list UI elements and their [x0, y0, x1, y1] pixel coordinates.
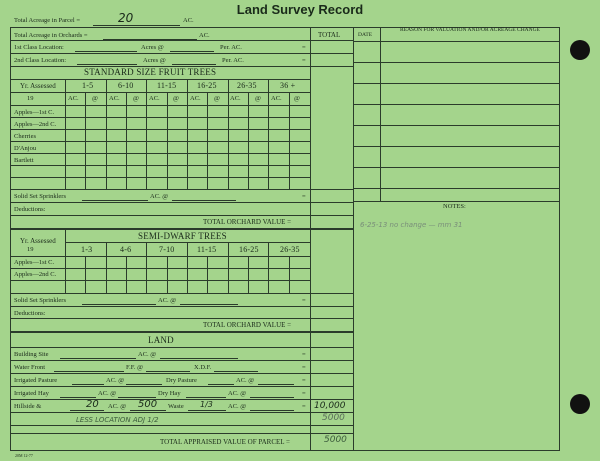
parcel-label: Total Acreage in Parcel = [14, 17, 81, 24]
section-divider [10, 331, 354, 333]
range-label: 16-25 [197, 81, 217, 90]
hillside-ac-value: 20 [86, 399, 99, 410]
sub-at: @ [255, 95, 261, 102]
blank-line [214, 371, 258, 372]
row-line [10, 129, 310, 130]
deductions-label: Deductions: [14, 206, 46, 213]
row-line [10, 117, 310, 118]
grid-col [85, 256, 86, 293]
range-label: 11-15 [157, 81, 177, 90]
waste-label: Waste [168, 403, 184, 410]
first-class-label: 1st Class Location: [14, 44, 64, 51]
blank-line [186, 397, 226, 398]
row-line [10, 412, 354, 413]
sub-at: @ [214, 95, 220, 102]
frame-bottom [10, 450, 560, 451]
blank-line [208, 384, 234, 385]
equals: = [302, 364, 306, 371]
blank-line [70, 410, 104, 411]
waste-note: 1/3 [200, 400, 213, 409]
blank-line [72, 384, 104, 385]
blank-line [250, 410, 294, 411]
sub-ac: AC. [109, 95, 120, 102]
yr-assessed: Yr. Assessed [20, 82, 56, 90]
row-danjou: D'Anjou [14, 145, 37, 152]
blank-line [146, 371, 190, 372]
date-header: DATE [358, 32, 373, 38]
blank-line [250, 397, 294, 398]
total-header: TOTAL [318, 31, 341, 39]
row-line [10, 189, 354, 190]
equals: = [302, 377, 306, 384]
blank-line [77, 64, 137, 65]
equals: = [302, 351, 306, 358]
equals: = [302, 390, 306, 397]
grid-col [268, 79, 269, 190]
less-location-total: 5000 [322, 413, 345, 423]
sub-at: @ [92, 95, 98, 102]
ac-at: AC. @ [108, 403, 127, 410]
hillside-label: Hillside & [14, 403, 42, 410]
right-row-line [354, 104, 560, 105]
range-label: 16-25 [239, 245, 259, 254]
binder-hole-bottom [570, 394, 590, 414]
grid-col [126, 256, 127, 293]
row-line [10, 280, 310, 281]
right-row-line [354, 167, 560, 168]
row-cherries: Cherries [14, 133, 37, 140]
blank-line [258, 384, 294, 385]
blank-line [126, 384, 162, 385]
right-row-line [354, 125, 560, 126]
ac-at: AC. @ [158, 297, 177, 304]
row-line [10, 347, 354, 348]
sub-ac: AC. [271, 95, 282, 102]
standard-title: STANDARD SIZE FRUIT TREES [84, 67, 217, 77]
frame-left [10, 27, 11, 451]
grid-col [146, 79, 147, 190]
sprinklers-label: Solid Set Sprinklers [14, 297, 67, 304]
grid-col [187, 79, 188, 190]
deductions-label: Deductions: [14, 310, 46, 317]
blank-line [75, 51, 137, 52]
range-label: 1-5 [82, 81, 94, 90]
grid-col [289, 256, 290, 293]
row-line [10, 373, 354, 374]
blank-line [180, 304, 238, 305]
acres-at: Acres @ [143, 57, 166, 64]
acres-at: Acres @ [141, 44, 164, 51]
binder-hole-top [570, 40, 590, 60]
range-label: 36 + [280, 81, 296, 90]
row-line [10, 92, 310, 93]
building-site-label: Building Site [14, 351, 49, 358]
row-line [10, 105, 310, 106]
page-title: Land Survey Record [236, 2, 364, 17]
range-label: 26-35 [280, 245, 300, 254]
range-label: 4-6 [120, 245, 132, 254]
hillside-total: 10,000 [314, 401, 346, 411]
grid-col [207, 256, 208, 293]
row-line [10, 268, 310, 269]
blank-line [172, 200, 236, 201]
parcel-value: 20 [118, 11, 134, 25]
ff-at: F.F. @ [126, 364, 144, 371]
right-row-line [354, 83, 560, 84]
notes-top-line [354, 201, 560, 202]
right-row-line [354, 62, 560, 63]
sub-at: @ [294, 95, 300, 102]
second-class-label: 2nd Class Location: [14, 57, 66, 64]
row-line [10, 425, 354, 426]
less-location-note: LESS LOCATION ADJ 1/2 [76, 416, 159, 424]
year-prefix: 19 [27, 246, 34, 253]
row-line [10, 306, 354, 307]
row-bartlett: Bartlett [14, 157, 34, 164]
ac-at: AC. @ [228, 390, 247, 397]
row-line [10, 177, 310, 178]
appraised-value: 5000 [324, 435, 347, 445]
dry-hay-label: Dry Hay [158, 390, 181, 397]
sprinklers-label: Solid Set Sprinklers [14, 193, 67, 200]
blank-line [172, 64, 216, 65]
row-line [10, 293, 354, 294]
orchards-ac: AC. [199, 32, 210, 39]
right-row-line [354, 146, 560, 147]
per-ac: Per. AC. [222, 57, 244, 64]
blank-line [188, 410, 226, 411]
ac-at: AC. @ [228, 403, 247, 410]
ac-at: AC. @ [106, 377, 125, 384]
parcel-ac: AC. [183, 17, 194, 24]
row-line [10, 360, 354, 361]
section-divider [10, 228, 354, 230]
year-prefix: 19 [27, 95, 34, 102]
frame-right [559, 27, 560, 451]
grid-col [248, 256, 249, 293]
blank-line [60, 397, 96, 398]
handwritten-note: 6-25-13 no change — mm 31 [360, 221, 463, 229]
row-line [10, 386, 354, 387]
right-row-line [354, 188, 560, 189]
row-line [10, 53, 354, 54]
ac-at: AC. @ [98, 390, 117, 397]
sub-ac: AC. [68, 95, 79, 102]
land-title: LAND [148, 335, 174, 345]
total-orchard-value: TOTAL ORCHARD VALUE = [203, 218, 292, 226]
row-line [10, 215, 354, 216]
blank-line [54, 371, 124, 372]
range-label: 1-3 [81, 245, 93, 254]
xdf-label: X.D.F. [194, 364, 212, 371]
row-line [10, 202, 354, 203]
form-number: 20M 12-77 [15, 453, 33, 458]
total-col-left [310, 27, 311, 451]
equals: = [302, 297, 306, 304]
grid-col [65, 79, 66, 190]
irrigated-pasture-label: Irrigated Pasture [14, 377, 58, 384]
blank-line [82, 200, 148, 201]
range-label: 7-10 [159, 245, 175, 254]
row-line [10, 79, 310, 80]
row-line [10, 165, 310, 166]
reason-header: REASON FOR VALUATION AND/OR ACREAGE CHANGE [400, 27, 540, 33]
range-label: 26-35 [237, 81, 257, 90]
semi-title: SEMI-DWARF TREES [138, 231, 227, 241]
range-label: 11-15 [197, 245, 217, 254]
blank-line [160, 358, 238, 359]
row-line [10, 40, 354, 41]
row-apples-1st: Apples—1st C. [14, 109, 55, 116]
irrigated-hay-label: Irrigated Hay [14, 390, 49, 397]
grid-col [167, 256, 168, 293]
row-line [10, 399, 354, 400]
grid-col [106, 79, 107, 190]
ac-at: AC. @ [236, 377, 255, 384]
row-line [10, 153, 310, 154]
equals: = [302, 193, 306, 200]
grid-col [228, 79, 229, 190]
sub-ac: AC. [230, 95, 241, 102]
range-label: 6-10 [118, 81, 134, 90]
orchards-label: Total Acreage in Orchards = [14, 32, 88, 39]
total-orchard-value: TOTAL ORCHARD VALUE = [203, 321, 292, 329]
blank-line [130, 410, 166, 411]
blank-line [118, 397, 156, 398]
row-line [10, 256, 310, 257]
row-apples-2nd: Apples—2nd C. [14, 121, 57, 128]
right-header-underline [354, 41, 560, 42]
parcel-underline [93, 25, 180, 26]
sub-ac: AC. [149, 95, 160, 102]
appraised-label: TOTAL APPRAISED VALUE OF PARCEL = [160, 438, 290, 446]
per-ac: Per. AC. [220, 44, 242, 51]
row-line [10, 141, 310, 142]
date-col-right [380, 27, 381, 201]
blank-line [170, 51, 214, 52]
yr-assessed: Yr. Assessed [20, 237, 56, 245]
row-line [66, 242, 310, 243]
equals: = [302, 57, 306, 64]
sub-ac: AC. [190, 95, 201, 102]
equals: = [302, 403, 306, 410]
sub-at: @ [173, 95, 179, 102]
ac-at: AC. @ [150, 193, 169, 200]
semi-row-apples-2nd: Apples—2nd C. [14, 271, 57, 278]
grid-col [65, 230, 66, 293]
blank-line [60, 358, 136, 359]
notes-label: NOTES: [443, 203, 466, 210]
total-col-right [353, 27, 354, 451]
equals: = [302, 44, 306, 51]
dry-pasture-label: Dry Pasture [166, 377, 197, 384]
water-front-label: Water Front [14, 364, 46, 371]
ac-at: AC. @ [138, 351, 157, 358]
orchards-underline [103, 39, 197, 40]
row-line [10, 433, 354, 434]
sub-at: @ [133, 95, 139, 102]
blank-line [82, 304, 156, 305]
row-line [10, 318, 354, 319]
hillside-rate-value: 500 [138, 399, 158, 410]
semi-row-apples-1st: Apples—1st C. [14, 259, 55, 266]
